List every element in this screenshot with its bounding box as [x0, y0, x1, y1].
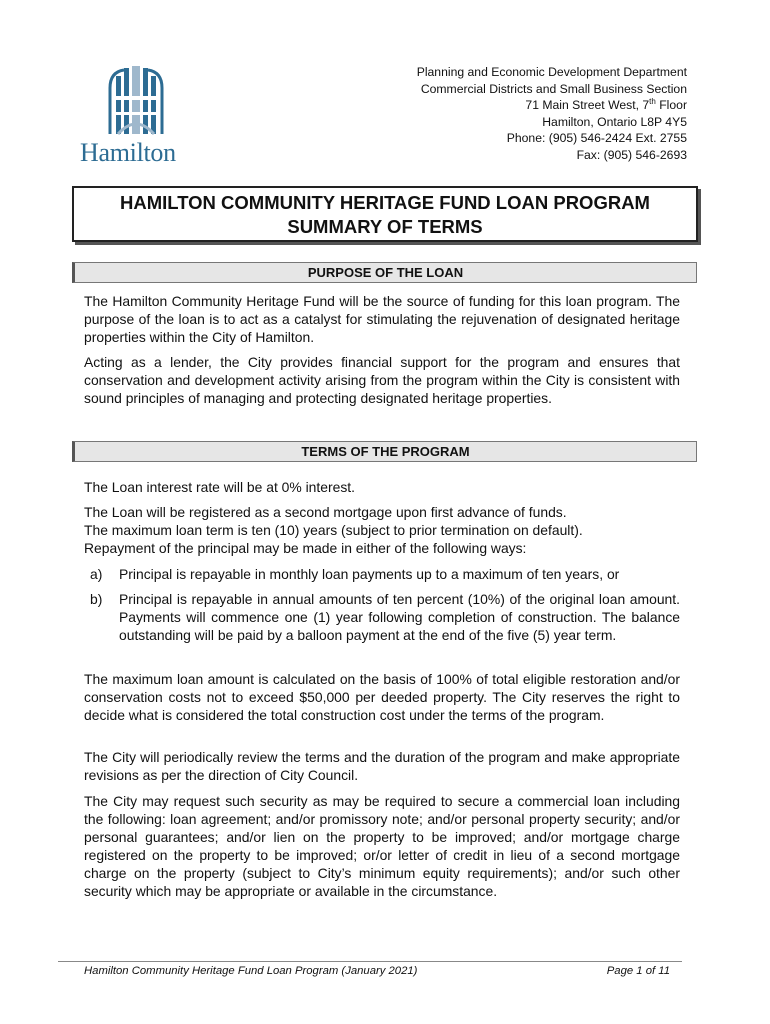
footer-divider [58, 961, 682, 962]
section-heading-purpose: PURPOSE OF THE LOAN [72, 262, 697, 283]
address-phone: Phone: (905) 546-2424 Ext. 2755 [506, 131, 687, 146]
address-fax: Fax: (905) 546-2693 [576, 147, 687, 162]
terms-max-amount: The maximum loan amount is calculated on the basis of 100% of total eligible restoration and/or conservation costs not to exceed $50,000 per deeded property. The City reserves the right to decide what is considered the total construction cost under the terms of the program. [84, 671, 680, 723]
terms-registration: The Loan will be registered as a second mortgage upon first advance of funds. [84, 504, 567, 520]
repayment-option-a: Principal is repayable in monthly loan payments up to a maximum of ten years, or [119, 566, 620, 582]
terms-registration-block [84, 503, 680, 557]
department-address [417, 64, 687, 164]
repayment-option-b: Principal is repayable in annual amounts of ten percent (10%) of the original loan amount. Payments will commence one (1) year following completion of construction. The balance outstanding will be paid by a balloon payment at the end of the five (5) year term. [119, 591, 680, 643]
hamilton-logo [80, 66, 192, 168]
terms-review: The City will periodically review the terms and the duration of the program and make appropriate revisions as per the direction of City Council. [84, 749, 680, 783]
address-section: Commercial Districts and Small Business Section [420, 81, 687, 96]
list-marker-a: a) [90, 566, 103, 582]
address-street: 71 Main Street West, 7th Floor [525, 97, 687, 113]
terms-security: The City may request such security as may be required to secure a commercial loan including the following: loan agreement; and/or promissory note; and/or personal property security; and/or personal guarantees; and/or lien on the property to be improved; and/or mortgage charge registered on the property to be improved; or/or letter of credit in lieu of a second mortgage charge on the property (subject to City’s minimum equity requirements); and/or such other security which may be appropriate or available in the circumstance. [84, 793, 680, 899]
city-logo-icon [80, 66, 192, 136]
footer-document-name: Hamilton Community Heritage Fund Loan Program (January 2021) [84, 965, 418, 977]
logo-wordmark: Hamilton [80, 138, 176, 167]
purpose-paragraph-2: Acting as a lender, the City provides financial support for the program and ensures that conservation and development activity arising from the program within the City is consistent with sound principles of managing and protecting designated heritage properties. [84, 354, 680, 406]
document-subtitle: SUMMARY OF TERMS [287, 216, 483, 237]
document-title-box [72, 186, 698, 242]
address-city: Hamilton, Ontario L8P 4Y5 [542, 114, 687, 129]
address-department: Planning and Economic Development Department [416, 65, 687, 79]
list-item [84, 565, 680, 583]
footer-page-number: Page 1 of 11 [606, 965, 670, 977]
document-title: HAMILTON COMMUNITY HERITAGE FUND LOAN PROGRAM [120, 192, 650, 213]
list-item [84, 590, 680, 644]
terms-max-term: The maximum loan term is ten (10) years (subject to prior termination on default). [84, 522, 583, 538]
section-heading-terms: TERMS OF THE PROGRAM [72, 441, 697, 462]
purpose-paragraph-1: The Hamilton Community Heritage Fund will be the source of funding for this loan program. The purpose of the loan is to act as a catalyst for stimulating the rejuvenation of designated heritage properties within the City of Hamilton. [84, 293, 680, 345]
terms-interest-rate: The Loan interest rate will be at 0% interest. [84, 479, 356, 495]
list-marker-b: b) [90, 591, 103, 607]
terms-repayment-intro: Repayment of the principal may be made in either of the following ways: [84, 540, 527, 556]
